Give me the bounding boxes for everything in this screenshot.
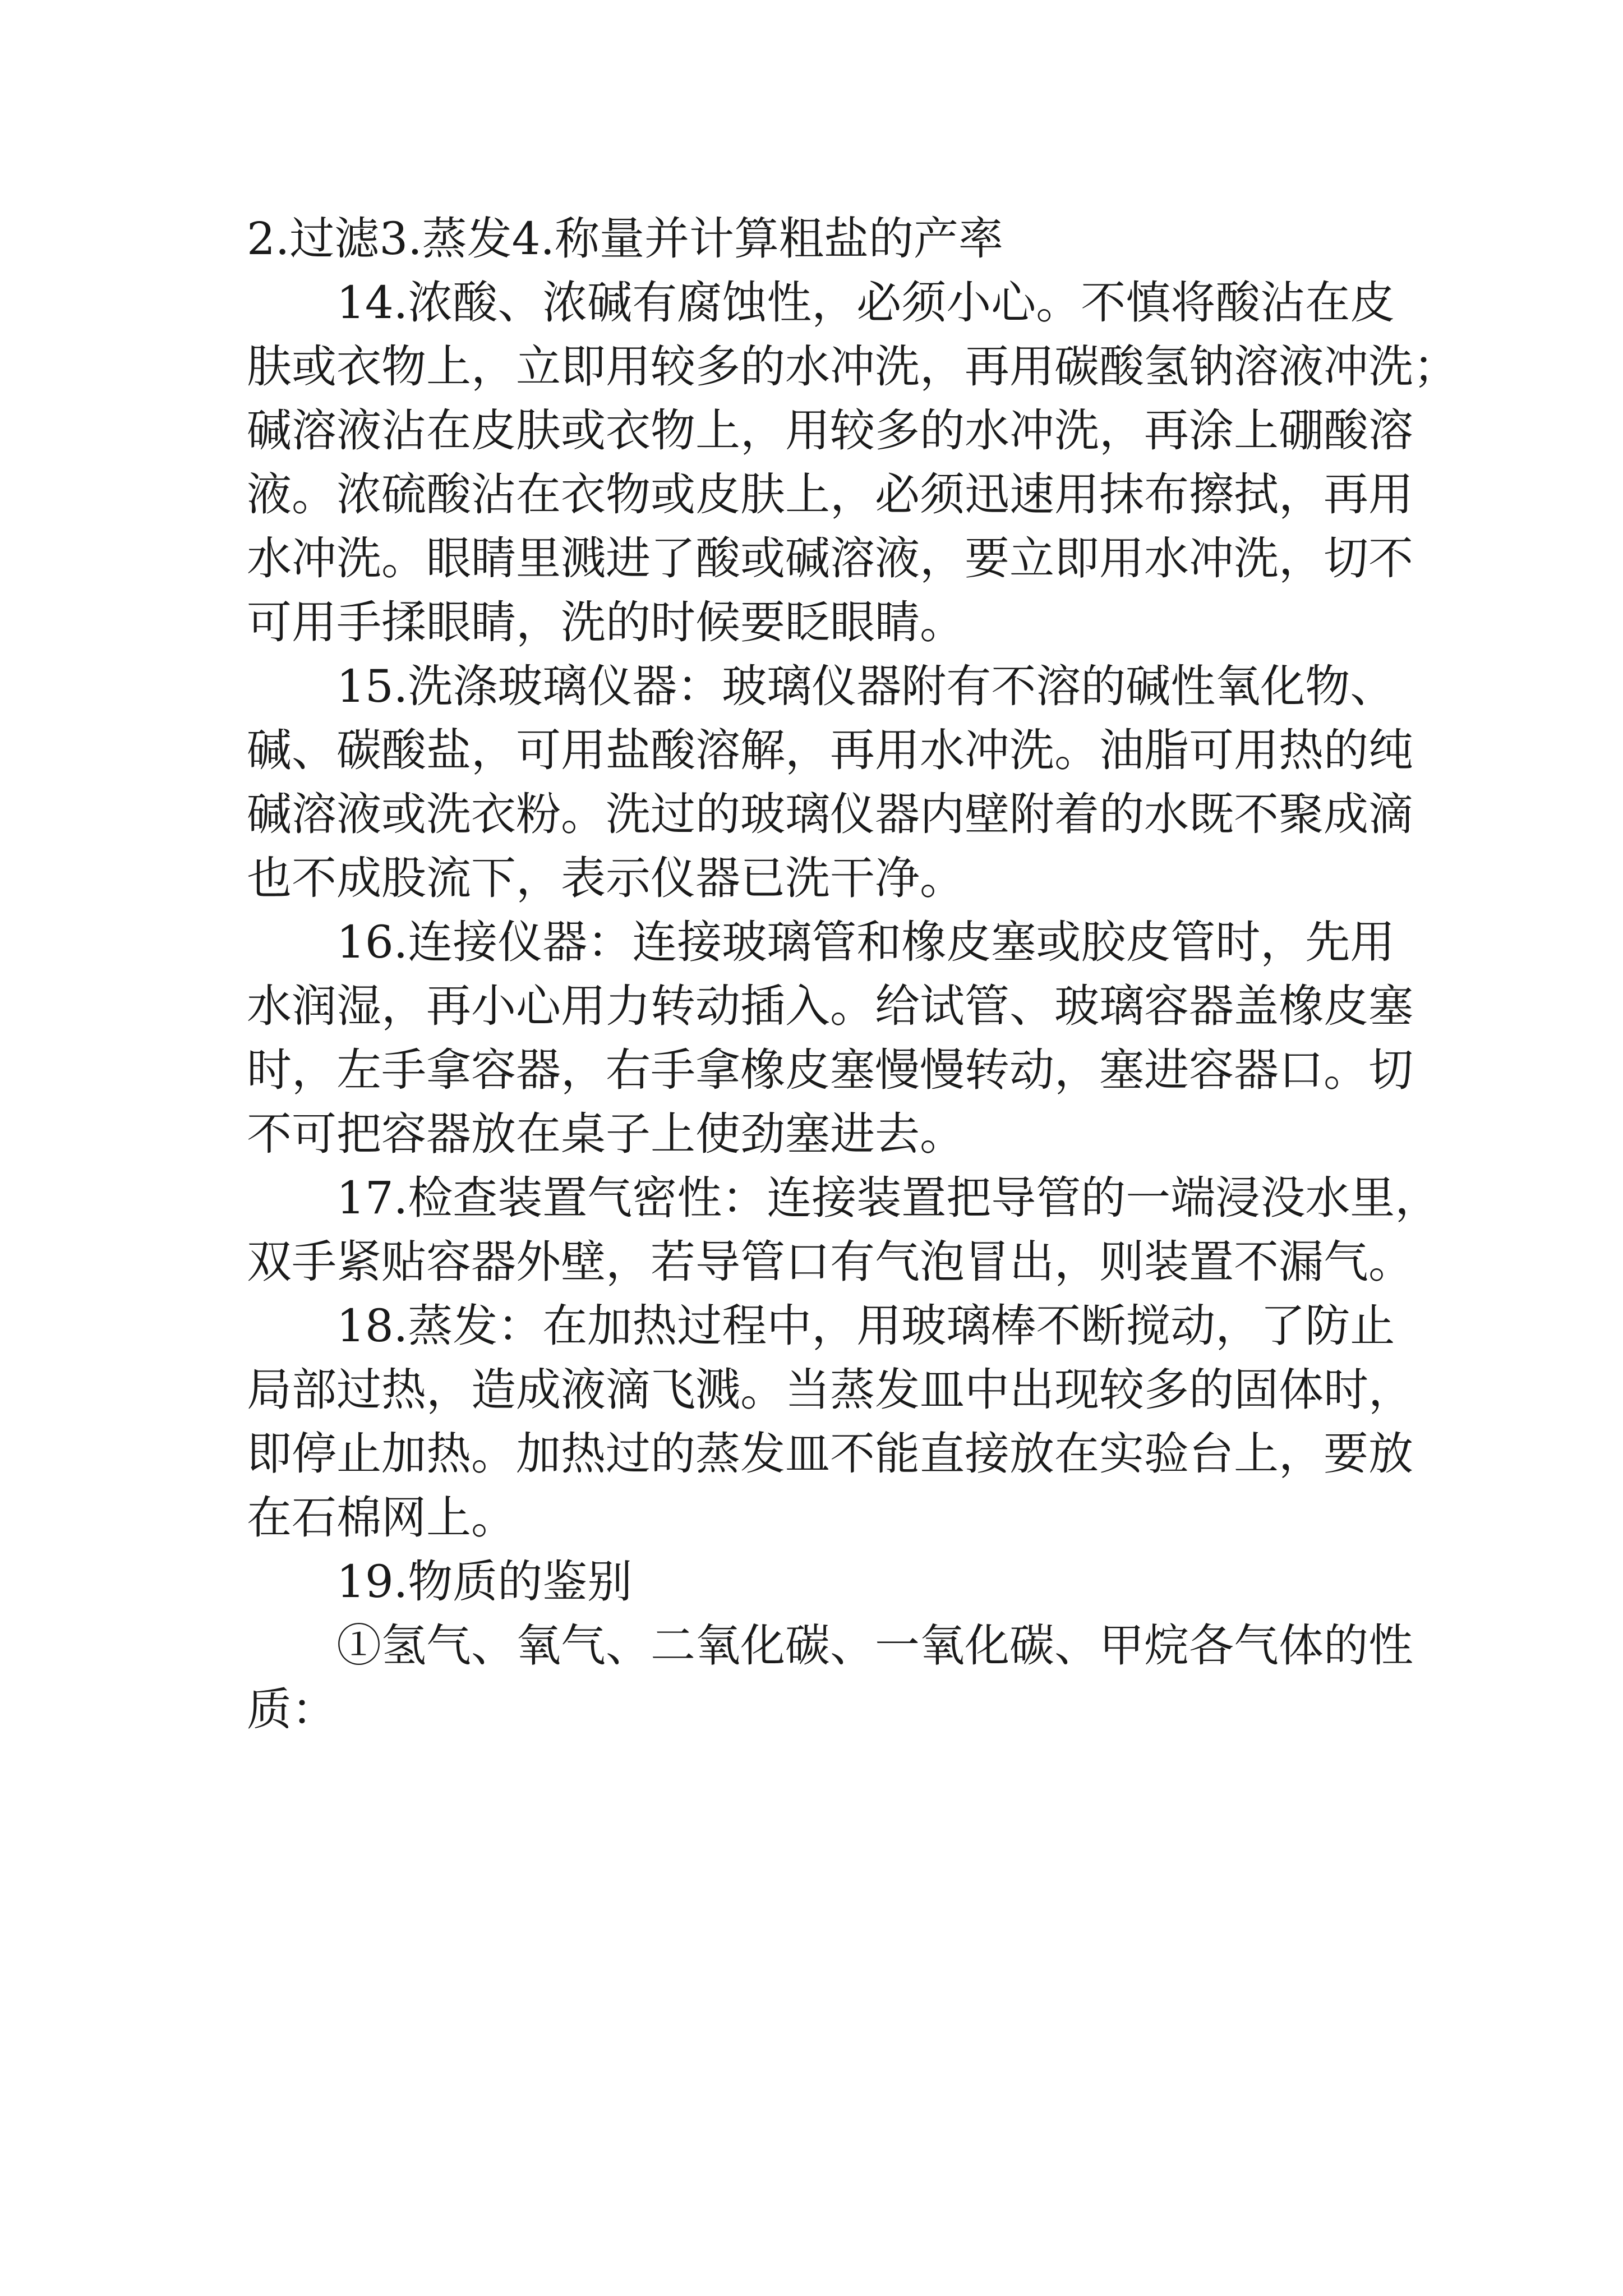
text-line: 液。浓硫酸沾在衣物或皮肤上，必须迅速用抹布擦拭，再用 <box>247 468 1413 521</box>
text-line: 即停止加热。加热过的蒸发皿不能直接放在实验台上，要放 <box>247 1428 1413 1480</box>
text-line: 碱溶液或洗衣粉。洗过的玻璃仪器内壁附着的水既不聚成滴 <box>247 788 1413 840</box>
text-line: 17.检查装置气密性：连接装置把导管的一端浸没水里， <box>336 1172 1440 1224</box>
document-body <box>247 212 1458 1747</box>
text-line: 水润湿，再小心用力转动插入。给试管、玻璃容器盖橡皮塞 <box>247 980 1413 1032</box>
paragraph-18-evaporation <box>247 1299 1413 1545</box>
paragraph-filter-evaporate <box>247 212 1391 266</box>
paragraph-17-airtightness-check <box>247 1171 1440 1289</box>
text-line: 可用手揉眼睛，洗的时候要眨眼睛。 <box>247 596 965 648</box>
text-line: 16.连接仪器：连接玻璃管和橡皮塞或胶皮管时，先用 <box>336 916 1395 968</box>
text-line: 碱溶液沾在皮肤或衣物上，用较多的水冲洗，再涂上硼酸溶 <box>247 404 1413 457</box>
paragraph-16-connecting-apparatus <box>247 915 1413 1161</box>
text-line: 局部过热，造成液滴飞溅。当蒸发皿中出现较多的固体时， <box>247 1364 1413 1416</box>
text-line: 双手紧贴容器外壁，若导管口有气泡冒出，则装置不漏气。 <box>247 1236 1413 1288</box>
text-line: 碱、碳酸盐，可用盐酸溶解，再用水冲洗。油脂可用热的纯 <box>247 724 1413 776</box>
paragraph-15-washing-glassware <box>247 660 1413 905</box>
paragraph-19-substance-identification <box>247 1555 1391 1609</box>
text-line: 也不成股流下，表示仪器已洗干净。 <box>247 852 965 904</box>
text-line: 18.蒸发：在加热过程中，用玻璃棒不断搅动，了防止 <box>336 1300 1395 1352</box>
text-line: 19.物质的鉴别 <box>336 1556 633 1608</box>
text-line: 质： <box>247 1683 336 1736</box>
text-line: 15.洗涤玻璃仪器：玻璃仪器附有不溶的碱性氧化物、 <box>336 660 1395 712</box>
text-line: ①氢气、氧气、二氧化碳、一氧化碳、甲烷各气体的性 <box>336 1619 1413 1672</box>
text-line: 在石棉网上。 <box>247 1492 516 1544</box>
text-line: 水冲洗。眼睛里溅进了酸或碱溶液，要立即用水冲洗，切不 <box>247 532 1413 585</box>
paragraph-gas-properties <box>247 1619 1413 1737</box>
text-line: 14.浓酸、浓碱有腐蚀性，必须小心。不慎将酸沾在皮 <box>336 277 1395 329</box>
text-line: 肤或衣物上，立即用较多的水冲洗，再用碳酸氢钠溶液冲洗； <box>247 341 1458 393</box>
text-line: 时，左手拿容器，右手拿橡皮塞慢慢转动，塞进容器口。切 <box>247 1044 1413 1096</box>
text-line: 2.过滤3.蒸发4.称量并计算粗盐的产率 <box>247 213 1003 265</box>
text-line: 不可把容器放在桌子上使劲塞进去。 <box>247 1108 965 1160</box>
paragraph-14-acid-base-safety <box>247 276 1458 650</box>
